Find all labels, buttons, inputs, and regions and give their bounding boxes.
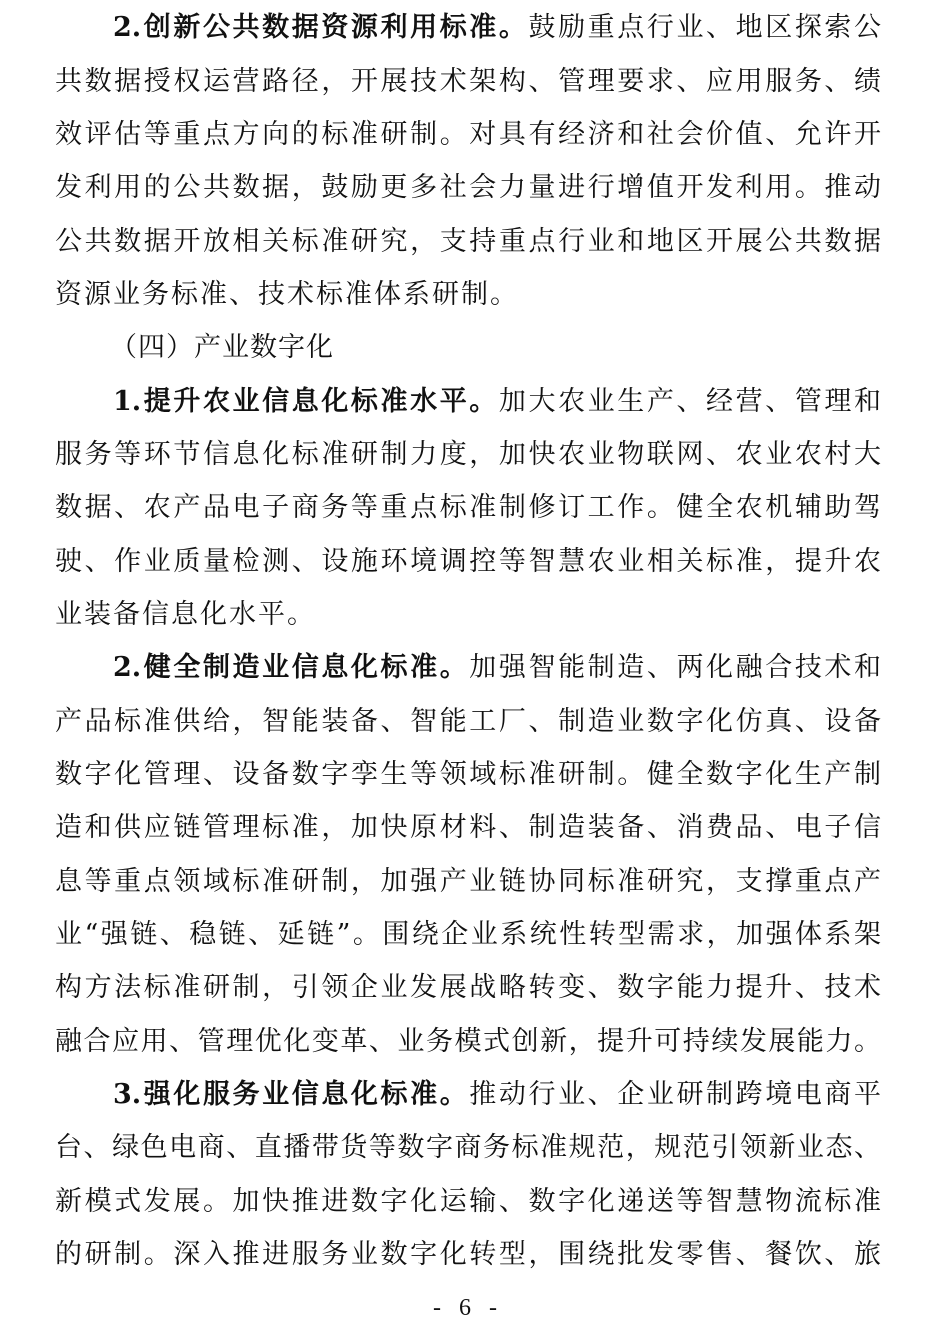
paragraph-line: 驶、作业质量检测、设施环境调控等智慧农业相关标准，提升农 xyxy=(55,546,881,577)
paragraph-line: 公共数据开放相关标准研究，支持重点行业和地区开展公共数据 xyxy=(55,226,881,257)
paragraph-text: 鼓励重点行业、地区探索公 xyxy=(528,12,882,43)
paragraph-line: 业“强链、稳链、延链”。围绕企业系统性转型需求，加强体系架 xyxy=(55,919,881,950)
paragraph-line: 台、绿色电商、直播带货等数字商务标准规范，规范引领新业态、 xyxy=(55,1132,881,1163)
paragraph-lead: 2.创新公共数据资源利用标准。 xyxy=(113,12,529,43)
paragraph-line xyxy=(113,382,881,422)
paragraph-line: 数字化管理、设备数字孪生等领域标准研制。健全数字化生产制 xyxy=(55,759,881,790)
paragraph-lead: 3.强化服务业信息化标准。 xyxy=(113,1079,470,1110)
paragraph-line: 资源业务标准、技术标准体系研制。 xyxy=(55,279,519,310)
paragraph-text: 加强智能制造、两化融合技术和 xyxy=(469,652,881,683)
paragraph-line: 的研制。深入推进服务业数字化转型，围绕批发零售、餐饮、旅 xyxy=(55,1239,881,1270)
paragraph-line: 数据、农产品电子商务等重点标准制修订工作。健全农机辅助驾 xyxy=(55,492,881,523)
paragraph-line xyxy=(113,8,881,48)
paragraph-line: 构方法标准研制，引领企业发展战略转变、数字能力提升、技术 xyxy=(55,972,881,1003)
paragraph-line: 服务等环节信息化标准研制力度，加快农业物联网、农业农村大 xyxy=(55,439,881,470)
paragraph-text: 加大农业生产、经营、管理和 xyxy=(498,386,882,417)
section-heading: （四）产业数字化 xyxy=(110,332,334,363)
paragraph-line: 融合应用、管理优化变革、业务模式创新，提升可持续发展能力。 xyxy=(55,1026,881,1057)
paragraph-line: 息等重点领域标准研制，加强产业链协同标准研究，支撑重点产 xyxy=(55,866,881,897)
paragraph-line: 共数据授权运营路径，开展技术架构、管理要求、应用服务、绩 xyxy=(55,66,881,97)
paragraph-lead: 1.提升农业信息化标准水平。 xyxy=(113,386,499,417)
paragraph-text: 推动行业、企业研制跨境电商平 xyxy=(469,1079,881,1110)
paragraph-line: 效评估等重点方向的标准研制。对具有经济和社会价值、允许开 xyxy=(55,119,881,150)
paragraph-line xyxy=(113,1075,881,1115)
paragraph-line: 业装备信息化水平。 xyxy=(55,599,316,630)
page-number: - 6 - xyxy=(433,1295,503,1321)
paragraph-line xyxy=(113,648,881,688)
paragraph-line: 发利用的公共数据，鼓励更多社会力量进行增值开发利用。推动 xyxy=(55,172,881,203)
paragraph-line: 产品标准供给，智能装备、智能工厂、制造业数字化仿真、设备 xyxy=(55,706,881,737)
paragraph-lead: 2.健全制造业信息化标准。 xyxy=(113,652,470,683)
paragraph-line: 新模式发展。加快推进数字化运输、数字化递送等智慧物流标准 xyxy=(55,1186,881,1217)
paragraph-line: 造和供应链管理标准，加快原材料、制造装备、消费品、电子信 xyxy=(55,812,881,843)
